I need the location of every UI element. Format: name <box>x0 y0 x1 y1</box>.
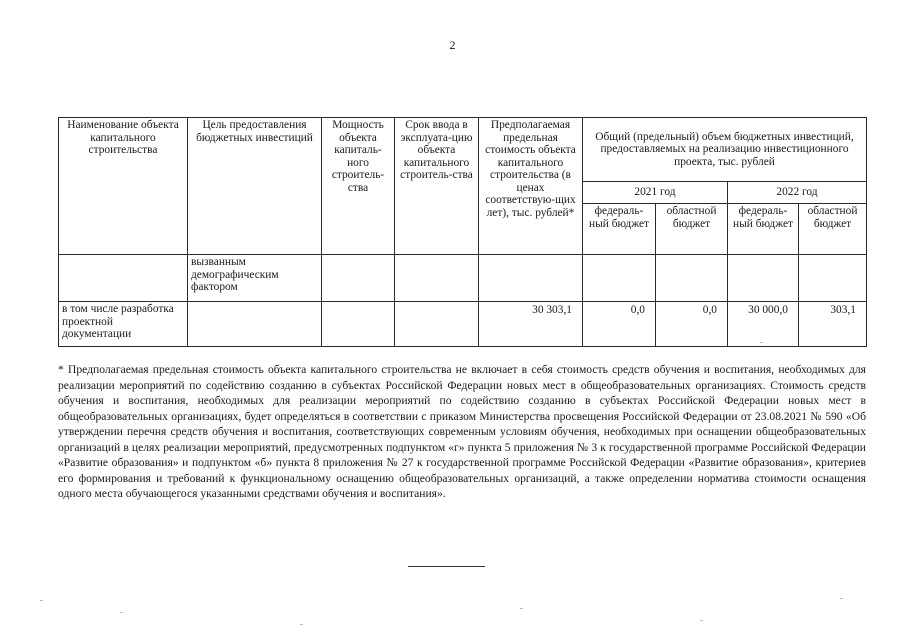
footnote <box>58 362 866 502</box>
header-term: Срок ввода в эксплуата-цию объекта капитального строитель-ства <box>395 118 479 255</box>
header-regional-2022: областной бюджет <box>799 204 867 255</box>
table-row <box>59 302 867 347</box>
scan-artifact <box>40 600 43 601</box>
row2-fed-2022: 30 000,0 <box>728 302 799 347</box>
footnote-text: * Предполагаемая предельная стоимость объекта капитального строительства не включает в себя стоимость средств обучения и воспитания, необходимых для реализации мероприятий по содействию созданию в субъектах Российской Федерации новых мест в общеобразовательных организациях. Стоимость средств обучения и воспитания, необходимых для реализации мероприятий по содействию созданию в субъектах Российской Федерации новых мест в общеобразовательных организациях, будет определяться в соответствии с приказом Министерства просвещения Российской Федерации от 23.08.2021 № 590 «Об утверждении перечня средств обучения и воспитания, соответствующих современным условиям обучения, необходимых при оснащении общеобразовательных организаций в целях реализации мероприятий, предусмотренных подпунктом «г» пункта 5 приложения № 3 к государственной программе Российской Федерации «Развитие образования» и подпунктом «б» пункта 8 приложения № 27 к государственной программе Российской Федерации «Развитие образования», критериев его формирования и требований к функциональному оснащению общеобразовательных организаций, а также определении норматива стоимости оснащения одного места обучающегося указанными средствами обучения и воспитания». <box>58 363 866 500</box>
header-name: Наименование объекта капитального строительства <box>59 118 188 255</box>
investment-table <box>58 117 867 347</box>
row2-reg-2021: 0,0 <box>656 302 728 347</box>
header-year-2022: 2022 год <box>728 182 867 204</box>
closing-rule <box>408 566 485 567</box>
header-federal-2022: федераль-ный бюджет <box>728 204 799 255</box>
page-number: 2 <box>449 38 456 52</box>
row2-name: в том числе разработка проектной документации <box>59 302 188 347</box>
scan-artifact <box>840 598 843 599</box>
header-total: Общий (предельный) объем бюджетных инвестиций, предоставляемых на реализацию инвестиционного проекта, тыс. рублей <box>583 118 867 182</box>
header-row-1 <box>59 118 867 182</box>
header-goal: Цель предоставления бюджетных инвестиций <box>188 118 322 255</box>
scan-artifact <box>120 612 123 613</box>
table-row <box>59 255 867 302</box>
header-federal-2021: федераль-ный бюджет <box>583 204 656 255</box>
scan-artifact <box>760 342 763 343</box>
row2-fed-2021: 0,0 <box>583 302 656 347</box>
row1-goal: вызванным демографическим фактором <box>188 255 322 302</box>
scan-artifact <box>300 624 303 625</box>
header-regional-2021: областной бюджет <box>656 204 728 255</box>
header-cost: Предполагаемая предельная стоимость объекта капитального строительства (в ценах соответствую-щих лет), тыс. рублей* <box>479 118 583 255</box>
scan-artifact <box>520 608 523 609</box>
header-capacity: Мощность объекта капиталь-ного строитель-ства <box>322 118 395 255</box>
header-year-2021: 2021 год <box>583 182 728 204</box>
scan-artifact <box>700 620 703 621</box>
row2-cost: 30 303,1 <box>479 302 583 347</box>
row2-reg-2022: 303,1 <box>799 302 867 347</box>
